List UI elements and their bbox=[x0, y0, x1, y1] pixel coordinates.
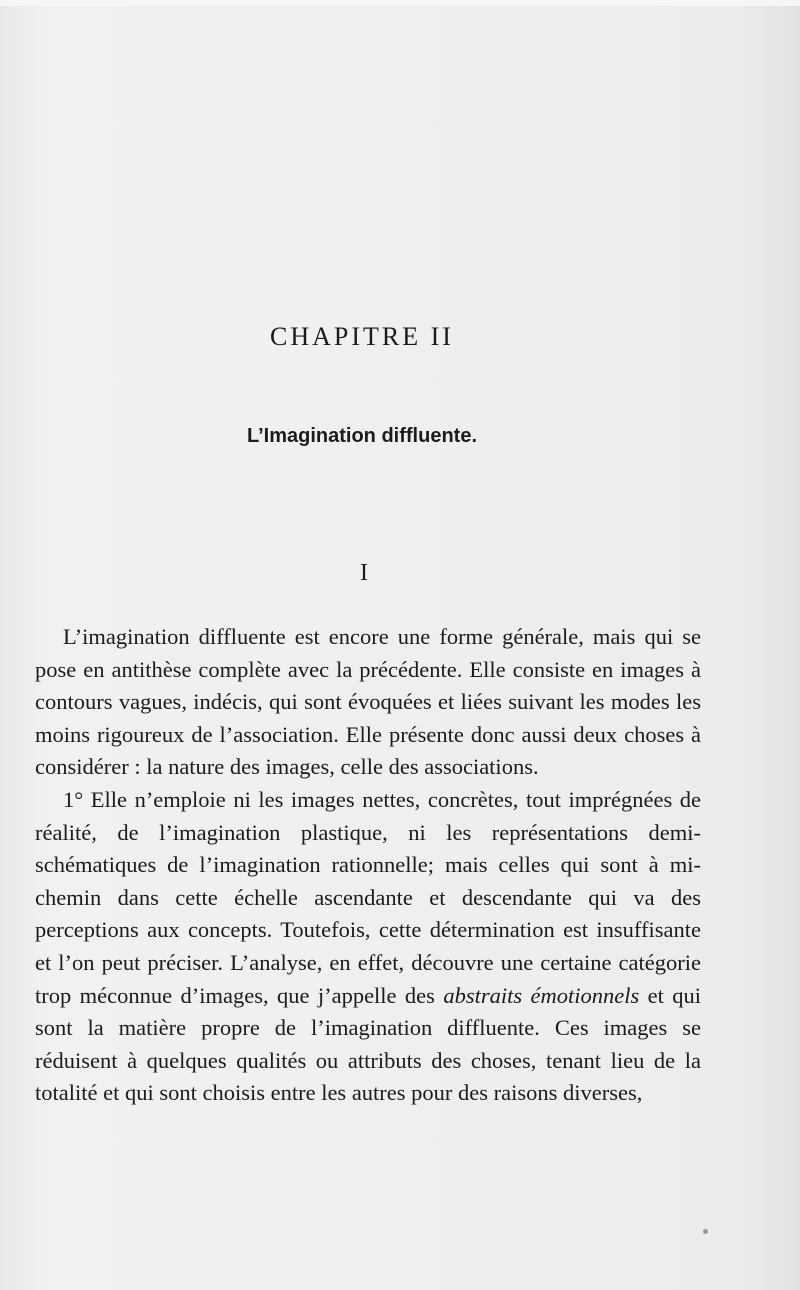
section-number: I bbox=[360, 560, 368, 586]
chapter-heading: CHAPITRE II bbox=[270, 322, 454, 351]
paragraph-2-end: et qui sont la matière propre de l’imagination diffluente. Ces images se réduisent à quelques qualités ou attributs des choses, tenant lieu de la totalité et qui sont choisis entre les autres pour des raisons diverses, bbox=[35, 982, 701, 1106]
ink-speck bbox=[703, 1229, 708, 1234]
chapter-subtitle: L’Imagination diffluente. bbox=[247, 425, 477, 447]
page-top-edge bbox=[0, 0, 800, 6]
paragraph-2-start: 1° Elle n’emploie ni les images nettes, concrètes, tout imprégnées de réalité, de l’imagination plastique, ni les représentations demi-schématiques de l’imagination rationnelle; mais celles qui sont à mi-chemin dans cette échelle ascendante et descendante qui va des perceptions aux concepts. Toutefois, cette détermination est insuffisante et l’on peut préciser. L’analyse, en effet, découvre une certaine catégorie trop méconnue d’images, que j’appelle des bbox=[35, 786, 701, 1008]
italic-term: abstraits émotionnels bbox=[443, 982, 640, 1008]
paragraph-1: L’imagination diffluente est encore une forme générale, mais qui se pose en antithèse complète avec la précédente. Elle consiste en images à contours vagues, indécis, qui sont évoquées et liées suivant les modes les moins rigoureux de l’association. Elle présente donc aussi deux choses à considérer : la nature des images, celle des associations. bbox=[35, 624, 701, 780]
body-text bbox=[35, 621, 701, 1110]
paragraph-2 bbox=[35, 784, 701, 1110]
